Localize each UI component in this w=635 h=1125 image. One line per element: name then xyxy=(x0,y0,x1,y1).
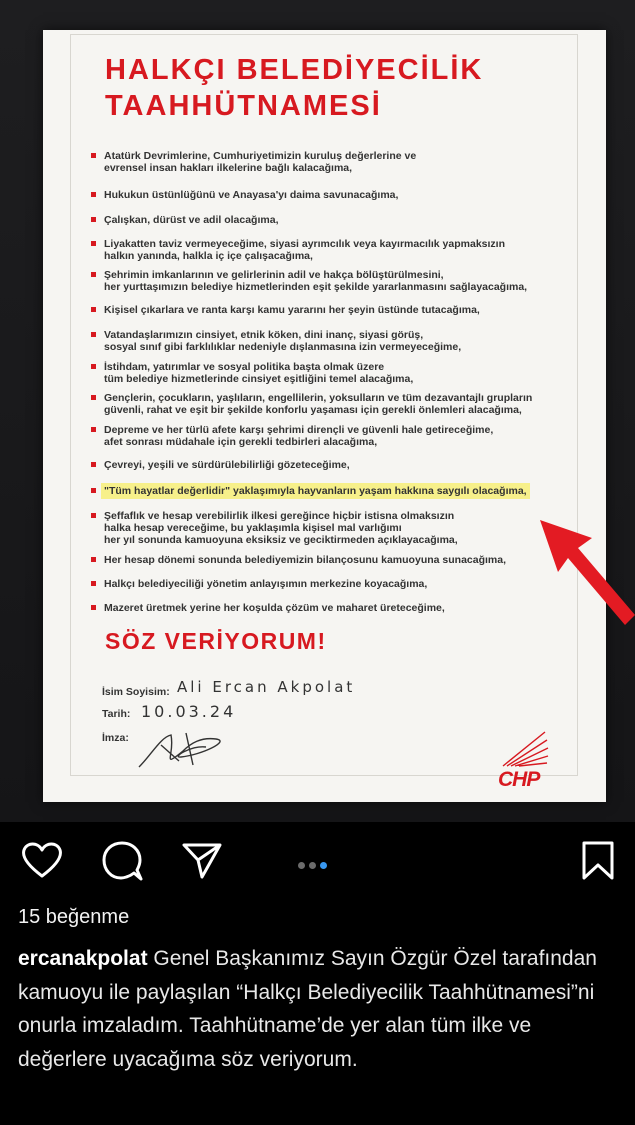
list-item: Gençlerin, çocukların, yaşlıların, engellilerin, yoksulların ve tüm dezavantajlı grupların güvenli, rahat ve eşit bir şekilde konforlu yaşaması için gerekli önlemleri alacağıma, xyxy=(91,392,594,416)
date-handwriting: 10.03.24 xyxy=(141,702,237,721)
list-item: İstihdam, yatırımlar ve sosyal politika başta olmak üzere tüm belediye hizmetlerinde cinsiyet eşitliğini temel alacağıma, xyxy=(91,361,594,385)
list-item: Halkçı belediyeciliği yönetim anlayışımın merkezine koyacağıma, xyxy=(91,578,594,590)
like-heart-icon[interactable] xyxy=(20,840,64,880)
list-item: Atatürk Devrimlerine, Cumhuriyetimizin kuruluş değerlerine ve evrensel insan hakları ilkelerine bağlı kalacağıma, xyxy=(91,150,594,174)
name-handwriting: Ali Ercan Akpolat xyxy=(177,678,356,696)
list-item: Depreme ve her türlü afete karşı şehrimi dirençli ve güvenli hale getireceğime, afet sonrası müdahale için gerekli tedbirleri alacağıma, xyxy=(91,424,594,448)
username-link[interactable]: ercanakpolat xyxy=(18,947,148,970)
carousel-indicator xyxy=(298,856,331,874)
pledge-document xyxy=(43,30,606,802)
post-action-bar xyxy=(0,830,635,890)
signature xyxy=(131,725,241,775)
list-item: Şeffaflık ve hesap verebilirlik ilkesi gereğince hiçbir istisna olmaksızın halka hesap vereceğime, bu yaklaşımla kişisel mal varlığımı her yıl sonunda kamuoyuna eksiksiz ve geciktirmeden açıklayacağıma, xyxy=(91,510,594,546)
caption-text: Genel Başkanımız Sayın Özgür Özel tarafından kamuoyu ile paylaşılan “Halkçı Belediyecilik Taahhütnamesi”ni onurla imzaladım. Taahhütname’de yer alan tüm ilke ve değerlere uyacağıma söz veriyorum. xyxy=(18,947,597,1071)
chp-logo-rays xyxy=(497,728,549,768)
post-caption xyxy=(18,942,623,1076)
list-item: Kişisel çıkarlara ve ranta karşı kamu yararını her şeyin üstünde tutacağıma, xyxy=(91,304,594,316)
list-item: Çalışkan, dürüst ve adil olacağıma, xyxy=(91,214,594,226)
promise-heading: SÖZ VERİYORUM! xyxy=(105,628,327,654)
bookmark-icon[interactable] xyxy=(580,840,616,882)
highlighted-list-item: "Tüm hayatlar değerlidir" yaklaşımıyla hayvanların yaşam hakkına saygılı olacağıma, xyxy=(91,485,594,497)
list-item: Şehrimin imkanlarının ve gelirlerinin adil ve hakça bölüştürülmesini, her yurttaşımızın belediye hizmetlerinden eşit şekilde yararlanmasını sağlayacağıma, xyxy=(91,269,594,293)
list-item: Her hesap dönemi sonunda belediyemizin bilançosunu kamuoyuna sunacağıma, xyxy=(91,554,594,566)
document-title: HALKÇI BELEDİYECİLİK TAAHHÜTNAMESİ xyxy=(105,54,484,122)
list-item: Çevreyi, yeşili ve sürdürülebilirliği gözeteceğime, xyxy=(91,459,594,471)
list-item: Mazeret üretmek yerine her koşulda çözüm ve maharet üreteceğime, xyxy=(91,602,594,614)
like-count[interactable]: 15 beğenme xyxy=(18,906,130,928)
comment-icon[interactable] xyxy=(101,840,145,882)
signature-label: İmza: xyxy=(102,732,129,744)
date-label: Tarih: xyxy=(102,708,131,720)
list-item: Hukukun üstünlüğünü ve Anayasa'yı daima savunacağıma, xyxy=(91,189,594,201)
red-arrow-icon xyxy=(540,520,635,640)
list-item: Vatandaşlarımızın cinsiyet, etnik köken, dini inanç, siyasi görüş, sosyal sınıf gibi farklılıklar nedeniyle dışlanmasına izin vermeyeceğime, xyxy=(91,329,594,353)
share-send-icon[interactable] xyxy=(180,840,224,882)
list-item: Liyakatten taviz vermeyeceğime, siyasi ayrımcılık veya kayırmacılık yapmaksızın halkın yanında, halkla iç içe çalışacağıma, xyxy=(91,238,594,262)
chp-logo-text: CHP xyxy=(498,768,540,791)
name-label: İsim Soyisim: xyxy=(102,686,170,698)
